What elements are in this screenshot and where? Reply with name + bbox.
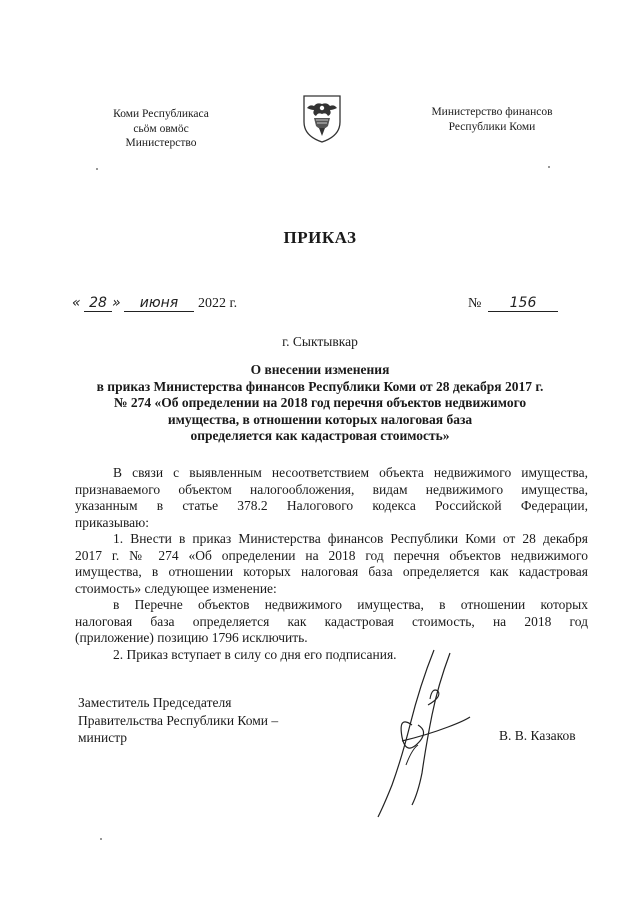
scan-speck — [548, 166, 550, 168]
date-month: июня — [124, 295, 194, 312]
subject-line: в приказ Министерства финансов Республики Коми от 28 декабря 2017 г. — [96, 378, 544, 394]
scan-speck — [96, 168, 98, 170]
document-subject — [60, 362, 580, 445]
item-1-line: 1. Внести в приказ Министерства финансов Республики Коми от 28 декабря — [113, 531, 588, 546]
subject-line: № 274 «Об определении на 2018 год перечня объектов недвижимого — [113, 395, 527, 410]
subject-line: определяется как кадастровая стоимость» — [190, 428, 450, 443]
preamble-line: В связи с выявленным несоответствием объекта недвижимого имущества, — [113, 465, 588, 480]
position-line: Заместитель Председателя — [78, 695, 232, 710]
signatory-position — [78, 694, 278, 747]
item-1-line: стоимость» следующее изменение: — [75, 580, 277, 596]
date-open-quote: « — [72, 295, 81, 311]
position-line: Правительства Республики Коми – — [78, 712, 279, 728]
preamble-line: признаваемого объектом налогообложения, видам недвижимого имущества, — [75, 481, 588, 497]
header-right-line: Республики Коми — [448, 120, 536, 133]
date-day: 28 — [84, 295, 112, 312]
item-1-line: 2017 г. № 274 «Об определении на 2018 год перечня объектов недвижимого — [75, 547, 588, 563]
preamble-line: приказываю: — [75, 514, 149, 530]
preamble-paragraph — [75, 465, 588, 531]
date-year: 2022 г. — [198, 296, 238, 311]
change-line: в Перечне объектов недвижимого имущества, в отношении которых — [113, 597, 588, 612]
item-1-line: имущества, в отношении которых налоговая база определяется как кадастровая — [75, 564, 588, 579]
item-1-change-paragraph — [75, 597, 588, 647]
header-left-line: Министерство — [125, 137, 197, 149]
preamble-line: указанным в статье 378.2 Налогового кодекса Российской Федерации, — [75, 498, 588, 513]
header-left-block — [95, 107, 227, 151]
header-left-line: сьӧм овмӧс — [133, 122, 189, 135]
signatory-name: В. В. Казаков — [499, 728, 576, 743]
document-number: 156 — [488, 295, 558, 312]
number-sign: № — [468, 296, 482, 311]
komi-republic-coat-of-arms-icon — [302, 92, 342, 144]
change-line: налоговая база определяется как кадастровая стоимость, на 2018 год — [75, 613, 588, 629]
item-1-paragraph — [75, 531, 588, 597]
header-right-line: Министерство финансов — [431, 106, 553, 118]
position-line: министр — [78, 730, 128, 745]
date-number-line — [70, 295, 590, 321]
document-body — [75, 465, 588, 663]
subject-line: имущества, в отношении которых налоговая база — [167, 411, 473, 427]
subject-line: О внесении изменения — [250, 362, 390, 377]
document-title: ПРИКАЗ — [283, 228, 357, 247]
header-left-line: Коми Республикаса — [113, 108, 209, 120]
change-line: (приложение) позицию 1796 исключить. — [75, 630, 308, 645]
scan-speck — [100, 838, 102, 840]
city: г. Сыктывкар — [282, 334, 358, 349]
date-close-quote: » — [112, 295, 121, 311]
header-right-block — [404, 105, 580, 134]
handwritten-signature — [372, 645, 482, 820]
item-2-paragraph: 2. Приказ вступает в силу со дня его подписания. — [113, 646, 397, 662]
